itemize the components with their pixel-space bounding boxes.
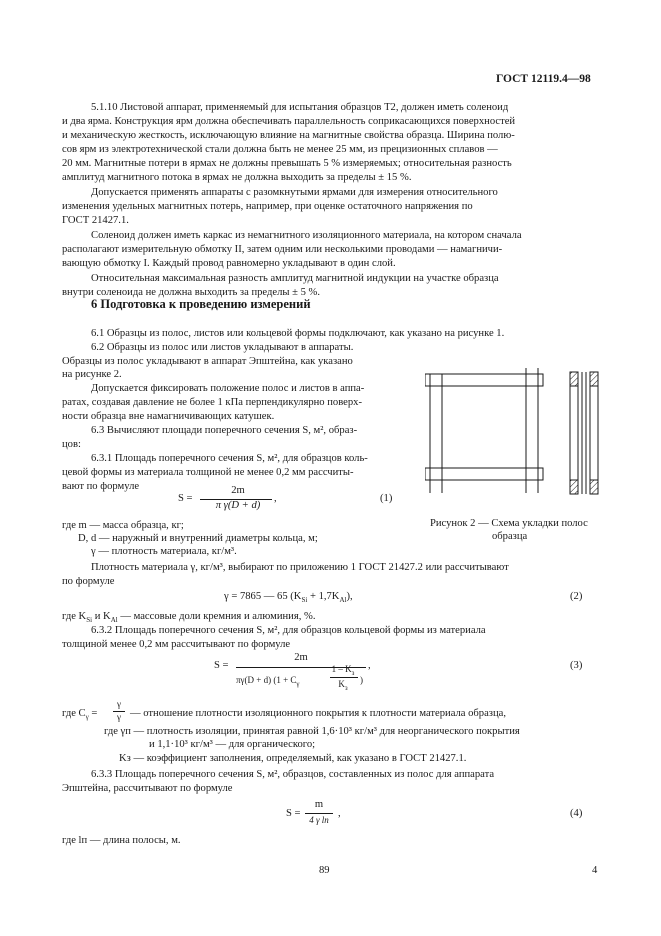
strip-section-diagram xyxy=(568,370,604,500)
text-line: Образцы из полос укладывают в аппарат Эпштейна, как указано xyxy=(62,356,353,367)
text-line: ности образца вне намагничивающих катушек. xyxy=(62,411,275,422)
equation-number: (2) xyxy=(570,591,583,602)
text-line: цевой формы из материала толщиной не менее 0,2 мм рассчиты- xyxy=(62,467,354,478)
text-line: Допускается применять аппараты с разомкнутыми ярмами для измерения относительного xyxy=(91,187,498,198)
epstein-square-diagram xyxy=(425,368,545,493)
text-line: цов: xyxy=(62,439,81,450)
text-line: на рисунке 2. xyxy=(62,369,122,380)
text-line: 6.2 Образцы из полос или листов укладывают в аппараты. xyxy=(91,342,354,353)
text-line: 5.1.10 Листовой аппарат, применяемый для испытания образцов Т2, должен иметь соленоид xyxy=(91,102,509,113)
text-line: ГОСТ 21427.1. xyxy=(62,215,129,226)
text-line: вающую обмотку I. Каждый провод равномерно укладывают в один слой. xyxy=(62,258,396,269)
inner-fraction-bar xyxy=(330,677,358,678)
text-line: 6.3.1 Площадь поперечного сечения S, м², для образцов коль- xyxy=(91,453,368,464)
eq-lhs: S = xyxy=(178,493,193,504)
eq-denominator: πγ(D + d) ($1 + C_\gamma$ xyxy=(236,675,300,688)
text-line: Относительная максимальная разность амплитуд магнитной индукции на участке образца xyxy=(91,273,499,284)
eq-body: γ = 7865 — 65 $(K_{Si} + 1,7K_{Al})$, xyxy=(224,591,353,605)
text-line: где γп — плотность изоляции, принятая равной 1,6·10³ кг/м³ для неорганического покрытия xyxy=(104,726,520,737)
text-line: 6.3 Вычисляют площади поперечного сечения S, м², образ- xyxy=(91,425,358,436)
text-line: Плотность материала γ, кг/м³, выбирают по приложению 1 ГОСТ 21427.2 или рассчитывают xyxy=(91,562,509,573)
text-line: и два ярма. Конструкция ярм должна обеспечивать параллельность соприкасающихся поверхностей xyxy=(62,116,516,127)
figure-caption-cont: образца xyxy=(492,531,528,542)
text-line: Соленоид должен иметь каркас из немагнитного изоляционного материала, на котором сначала xyxy=(91,230,522,241)
eq-lhs: S = xyxy=(214,660,229,671)
text-line: амплитуд магнитного потока в ярмах не должна выходить за пределы ± 15 %. xyxy=(62,172,412,183)
document-id: ГОСТ 12119.4—98 xyxy=(496,73,591,85)
eq-inner-numerator: $1 - K_з$ xyxy=(331,664,355,677)
text-line: Допускается фиксировать положение полос и листов в аппа- xyxy=(91,383,365,394)
text-line: внутри соленоида не должна выходить за пределы ± 5 %. xyxy=(62,287,321,298)
eq-denominator: 4 γ lп xyxy=(309,815,329,825)
text-line: Kз — коэффициент заполнения, определяемый, как указано в ГОСТ 21427.1. xyxy=(119,753,467,764)
text-line: 20 мм. Магнитные потери в ярмах не должны превышать 5 % измеряемых; относительная разность xyxy=(62,158,512,169)
sheet-number: 4 xyxy=(592,865,598,876)
eq2-definition: где $K_{Si}$ и $K_{Al}$ — массовые доли кремния и алюминия, %. xyxy=(62,611,316,625)
text-line: γ — плотность материала, кг/м³. xyxy=(91,546,237,557)
eq-numerator: 2m xyxy=(231,485,245,496)
c-gamma-lhs: где $C_\gamma$ = xyxy=(62,708,98,722)
figure-caption: Рисунок 2 — Схема укладки полос xyxy=(430,518,588,529)
c-gamma-denominator: γ xyxy=(117,712,121,722)
text-line: ратах, создавая давление не более 1 кПа перпендикулярно поверх- xyxy=(62,397,362,408)
text-line: 6.3.3 Площадь поперечного сечения S, м², образцов, составленных из полос для аппарата xyxy=(91,769,495,780)
eq-denominator: π γ(D + d) xyxy=(215,500,261,511)
fraction-bar xyxy=(305,813,333,814)
section-heading: 6 Подготовка к проведению измерений xyxy=(91,297,311,311)
text-line: — отношение плотности изоляционного покрытия к плотности материала образца, xyxy=(130,708,507,719)
eq-lhs: S = xyxy=(286,808,301,819)
eq-numerator: 2m xyxy=(294,652,308,663)
page-number: 89 xyxy=(319,865,330,876)
paragraph-6-1: 6.1 Образцы из полос, листов или кольцевой формы подключают, как указано на рисунке 1. xyxy=(91,328,505,339)
text-line: располагают измерительную обмотку II, затем одним или несколькими проводами — намагничи- xyxy=(62,244,503,255)
text-line: изменения удельных магнитных потерь, например, при оценке остаточного напряжения по xyxy=(62,201,473,212)
equation-number: (4) xyxy=(570,808,583,819)
text-line: и 1,1·10³ кг/м³ — для органического; xyxy=(149,739,316,750)
equation-number: (1) xyxy=(380,493,393,504)
text-line: D, d — наружный и внутренний диаметры кольца, м; xyxy=(78,533,318,544)
text-line: 6.3.2 Площадь поперечного сечения S, м², для образцов кольцевой формы из материала xyxy=(91,625,486,636)
text-line: вают по формуле xyxy=(62,481,140,492)
text-line: сов ярм из электротехнической стали должна быть не менее 25 мм, из прецизионных сплавов — xyxy=(62,144,498,155)
text-line: Эпштейна, рассчитывают по формуле xyxy=(62,783,233,794)
equation-number: (3) xyxy=(570,660,583,671)
c-gamma-numerator: γ xyxy=(117,699,121,709)
text-line: по формуле xyxy=(62,576,115,587)
eq-numerator: m xyxy=(314,799,324,810)
eq-inner-denominator: $K_з$ xyxy=(338,679,348,692)
text-line: и механическую жесткость, исключающую влияние на магнитные свойства образца. Ширина полю- xyxy=(62,130,515,141)
text-line: толщиной менее 0,2 мм рассчитывают по формуле xyxy=(62,639,291,650)
eq4-definition: где lп — длина полосы, м. xyxy=(62,835,181,846)
text-line: где m — масса образца, кг; xyxy=(62,520,184,531)
